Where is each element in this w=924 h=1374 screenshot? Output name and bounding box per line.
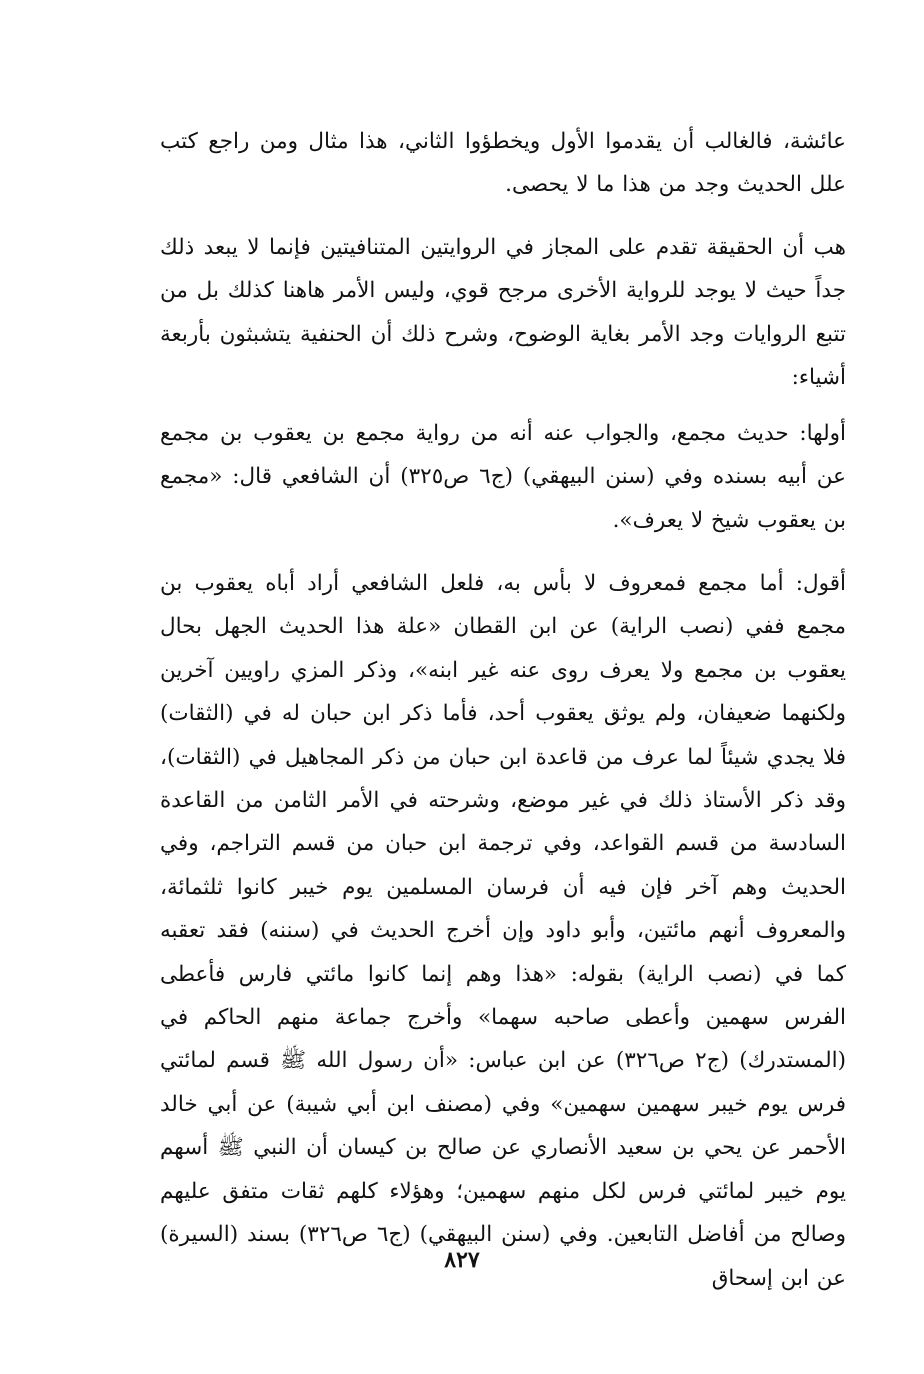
paragraph-2: هب أن الحقيقة تقدم على المجاز في الروايتين المتنافيتين فإنما لا يبعد ذلك جداً حيث لا يوجد للرواية الأخرى مرجح قوي، وليس الأمر هاهنا كذلك بل من تتبع الروايات وجد الأمر بغاية الوضوح، وشرح ذلك أن الحنفية يتشبثون بأربعة أشياء: — [160, 235, 846, 391]
paragraph-1: عائشة، فالغالب أن يقدموا الأول ويخطؤوا الثاني، هذا مثال ومن راجع كتب علل الحديث وجد من هذا ما لا يحصى. — [160, 129, 846, 198]
page-number: ٨٢٧ — [444, 1247, 480, 1273]
paragraph-3: أولها: حديث مجمع، والجواب عنه أنه من رواية مجمع بن يعقوب بن مجمع عن أبيه بسنده وفي (سنن البيهقي) (ج٦ ص٣٢٥) أن الشافعي قال: «مجمع بن يعقوب شيخ لا يعرف». — [160, 421, 846, 533]
paragraph-4: أقول: أما مجمع فمعروف لا بأس به، فلعل الشافعي أراد أباه يعقوب بن مجمع ففي (نصب الراية) عن ابن القطان «علة هذا الحديث الجهل بحال يعقوب بن مجمع ولا يعرف روى عنه غير ابنه»، وذكر المزي راويين آخرين ولكنهما ضعيفان، ولم يوثق يعقوب أحد، فأما ذكر ابن حبان له في (الثقات) فلا يجدي شيئاً لما عرف من قاعدة ابن حبان من ذكر المجاهيل في (الثقات)، وقد ذكر الأستاذ ذلك في غير موضع، وشرحته في الأمر الثامن من القاعدة السادسة من قسم القواعد، وفي ترجمة ابن حبان من قسم التراجم، وفي الحديث وهم آخر فإن فيه أن فرسان المسلمين يوم خيبر كانوا ثلثمائة، والمعروف أنهم مائتين، وأبو داود وإن أخرج الحديث في (سننه) فقد تعقبه كما في (نصب الراية) بقوله: «هذا وهم إنما كانوا مائتي فارس فأعطى الفرس سهمين وأعطى صاحبه سهما» وأخرج جماعة منهم الحاكم في (المستدرك) (ج٢ ص٣٢٦) عن ابن عباس: «أن رسول الله ﷺ قسم لمائتي فرس يوم خيبر سهمين سهمين» وفي (مصنف ابن أبي شيبة) عن أبي خالد الأحمر عن يحي بن سعيد الأنصاري عن صالح بن كيسان أن النبي ﷺ أسهم يوم خيبر لمائتي فرس لكل منهم سهمين؛ وهؤلاء كلهم ثقات متفق عليهم وصالح من أفاضل التابعين. وفي (سنن البيهقي) (ج٦ ص٣٢٦) بسند (السيرة) عن ابن إسحاق — [160, 571, 846, 1291]
